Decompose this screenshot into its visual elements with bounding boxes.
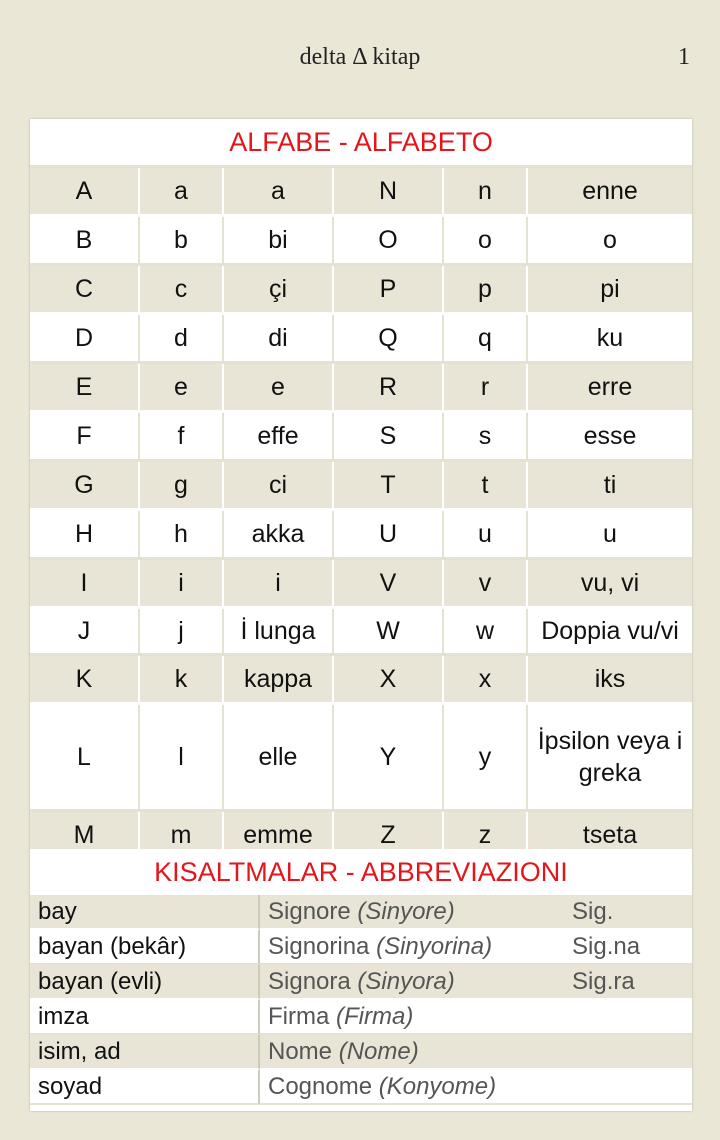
alphabet-cell: Z xyxy=(334,812,444,861)
alphabet-title-it: ALFABETO xyxy=(353,127,493,157)
alphabet-cell: O xyxy=(334,217,444,266)
abbreviation-italian-word: Signora xyxy=(268,967,351,995)
alphabet-cell: di xyxy=(224,315,334,364)
abbreviation-italian xyxy=(260,965,564,1000)
abbreviation-pronunciation: (Sinyorina) xyxy=(376,932,493,960)
abbreviation-italian-word: Signorina xyxy=(268,932,370,960)
abbreviation-italian-word: Nome xyxy=(268,1037,333,1065)
alphabet-cell: o xyxy=(444,217,528,266)
abbreviation-pronunciation: (Nome) xyxy=(338,1037,419,1065)
alphabet-cell: P xyxy=(334,266,444,315)
alphabet-cell: emme xyxy=(224,812,334,861)
alphabet-cell: f xyxy=(140,413,224,462)
alphabet-cell: a xyxy=(224,168,334,217)
abbreviation-italian-word: Signore xyxy=(268,897,351,925)
alphabet-cell: l xyxy=(140,705,224,812)
page-header xyxy=(0,38,720,78)
abbreviation-turkish: bayan (evli) xyxy=(30,965,260,1000)
alphabet-cell: n xyxy=(444,168,528,217)
abbreviation-row xyxy=(30,1000,692,1035)
alphabet-cell: ci xyxy=(224,462,334,511)
alphabet-cell: effe xyxy=(224,413,334,462)
alphabet-cell: j xyxy=(140,609,224,656)
alphabet-cell: E xyxy=(30,364,140,413)
alphabet-title xyxy=(30,119,692,168)
alphabet-cell: o xyxy=(528,217,692,266)
alphabet-cell: A xyxy=(30,168,140,217)
alphabet-cell: bi xyxy=(224,217,334,266)
abbreviations-title-tr: KISALTMALAR xyxy=(154,857,339,887)
alphabet-cell: c xyxy=(140,266,224,315)
alphabet-cell: I xyxy=(30,560,140,609)
alphabet-cell: elle xyxy=(224,705,334,812)
abbreviation-row xyxy=(30,895,692,930)
content-panel xyxy=(30,119,692,1111)
alphabet-cell: iks xyxy=(528,656,692,705)
book-title: delta Δ kitap xyxy=(299,44,421,70)
alphabet-cell: vu, vi xyxy=(528,560,692,609)
alphabet-cell: F xyxy=(30,413,140,462)
alphabet-cell: v xyxy=(444,560,528,609)
alphabet-row xyxy=(30,217,692,266)
abbreviations-table xyxy=(30,895,692,1105)
alphabet-cell: W xyxy=(334,609,444,656)
alphabet-row xyxy=(30,364,692,413)
alphabet-cell: pi xyxy=(528,266,692,315)
abbreviation-turkish: soyad xyxy=(30,1070,260,1105)
alphabet-cell: V xyxy=(334,560,444,609)
alphabet-cell: p xyxy=(444,266,528,315)
alphabet-cell: B xyxy=(30,217,140,266)
alphabet-cell: L xyxy=(30,705,140,812)
alphabet-cell: D xyxy=(30,315,140,364)
alphabet-cell: tseta xyxy=(528,812,692,861)
alphabet-cell: erre xyxy=(528,364,692,413)
abbreviation-pronunciation: (Firma) xyxy=(336,1002,414,1030)
alphabet-cell: enne xyxy=(528,168,692,217)
alphabet-cell: u xyxy=(528,511,692,560)
alphabet-cell: g xyxy=(140,462,224,511)
alphabet-cell: kappa xyxy=(224,656,334,705)
alphabet-cell: e xyxy=(140,364,224,413)
alphabet-row xyxy=(30,413,692,462)
abbreviation-row xyxy=(30,1035,692,1070)
alphabet-cell: X xyxy=(334,656,444,705)
alphabet-cell: K xyxy=(30,656,140,705)
abbreviation-turkish: isim, ad xyxy=(30,1035,260,1070)
abbreviation-short xyxy=(564,1000,692,1035)
alphabet-cell: t xyxy=(444,462,528,511)
alphabet-title-tr: ALFABE xyxy=(229,127,332,157)
alphabet-cell: y xyxy=(444,705,528,812)
alphabet-cell: w xyxy=(444,609,528,656)
alphabet-cell: r xyxy=(444,364,528,413)
alphabet-cell: M xyxy=(30,812,140,861)
alphabet-cell: u xyxy=(444,511,528,560)
abbreviation-turkish: bay xyxy=(30,895,260,930)
alphabet-cell: m xyxy=(140,812,224,861)
alphabet-cell: e xyxy=(224,364,334,413)
alphabet-cell: d xyxy=(140,315,224,364)
abbreviation-pronunciation: (Konyome) xyxy=(378,1072,497,1100)
abbreviation-pronunciation: (Sinyora) xyxy=(357,967,455,995)
alphabet-title-sep: - xyxy=(331,127,354,157)
abbreviations-title-it: ABBREVIAZIONI xyxy=(360,857,568,887)
abbreviation-short: Sig.na xyxy=(564,930,692,965)
abbreviation-short: Sig. xyxy=(564,895,692,930)
alphabet-cell: akka xyxy=(224,511,334,560)
alphabet-cell: R xyxy=(334,364,444,413)
alphabet-cell: a xyxy=(140,168,224,217)
abbreviation-italian xyxy=(260,895,564,930)
alphabet-row xyxy=(30,315,692,364)
abbreviation-pronunciation: (Sinyore) xyxy=(357,897,455,925)
abbreviation-turkish: imza xyxy=(30,1000,260,1035)
alphabet-cell: N xyxy=(334,168,444,217)
alphabet-cell: x xyxy=(444,656,528,705)
abbreviation-short: Sig.ra xyxy=(564,965,692,1000)
alphabet-row xyxy=(30,511,692,560)
abbreviation-italian-word: Cognome xyxy=(268,1072,373,1100)
alphabet-cell: ku xyxy=(528,315,692,364)
abbreviation-italian xyxy=(260,1035,564,1070)
abbreviation-italian xyxy=(260,1000,564,1035)
alphabet-cell: ti xyxy=(528,462,692,511)
alphabet-cell: h xyxy=(140,511,224,560)
alphabet-cell: G xyxy=(30,462,140,511)
alphabet-cell: q xyxy=(444,315,528,364)
alphabet-cell: H xyxy=(30,511,140,560)
alphabet-cell: i xyxy=(224,560,334,609)
alphabet-row xyxy=(30,266,692,315)
alphabet-cell: Y xyxy=(334,705,444,812)
alphabet-table xyxy=(30,119,692,861)
alphabet-cell: esse xyxy=(528,413,692,462)
alphabet-row xyxy=(30,560,692,609)
alphabet-row xyxy=(30,168,692,217)
abbreviation-italian xyxy=(260,1070,564,1105)
abbreviation-short xyxy=(564,1070,692,1105)
alphabet-cell: C xyxy=(30,266,140,315)
alphabet-cell: U xyxy=(334,511,444,560)
abbreviations-section xyxy=(30,849,692,1105)
alphabet-cell: S xyxy=(334,413,444,462)
abbreviation-turkish: bayan (bekâr) xyxy=(30,930,260,965)
abbreviation-row xyxy=(30,1070,692,1105)
alphabet-cell: İpsilon veya i greka xyxy=(528,705,692,812)
alphabet-row xyxy=(30,462,692,511)
alphabet-cell: s xyxy=(444,413,528,462)
alphabet-cell: Q xyxy=(334,315,444,364)
alphabet-row xyxy=(30,609,692,656)
page-number: 1 xyxy=(678,44,690,70)
alphabet-row xyxy=(30,705,692,812)
alphabet-cell: k xyxy=(140,656,224,705)
alphabet-cell: İ lunga xyxy=(224,609,334,656)
alphabet-cell: i xyxy=(140,560,224,609)
abbreviation-row xyxy=(30,930,692,965)
abbreviation-short xyxy=(564,1035,692,1070)
alphabet-cell: z xyxy=(444,812,528,861)
abbreviations-title xyxy=(30,849,692,895)
alphabet-row xyxy=(30,656,692,705)
alphabet-cell: çi xyxy=(224,266,334,315)
abbreviations-title-sep: - xyxy=(338,857,361,887)
alphabet-cell: T xyxy=(334,462,444,511)
alphabet-cell: Doppia vu/vi xyxy=(528,609,692,656)
alphabet-cell: J xyxy=(30,609,140,656)
abbreviation-italian-word: Firma xyxy=(268,1002,330,1030)
abbreviation-row xyxy=(30,965,692,1000)
alphabet-cell: b xyxy=(140,217,224,266)
abbreviation-italian xyxy=(260,930,564,965)
